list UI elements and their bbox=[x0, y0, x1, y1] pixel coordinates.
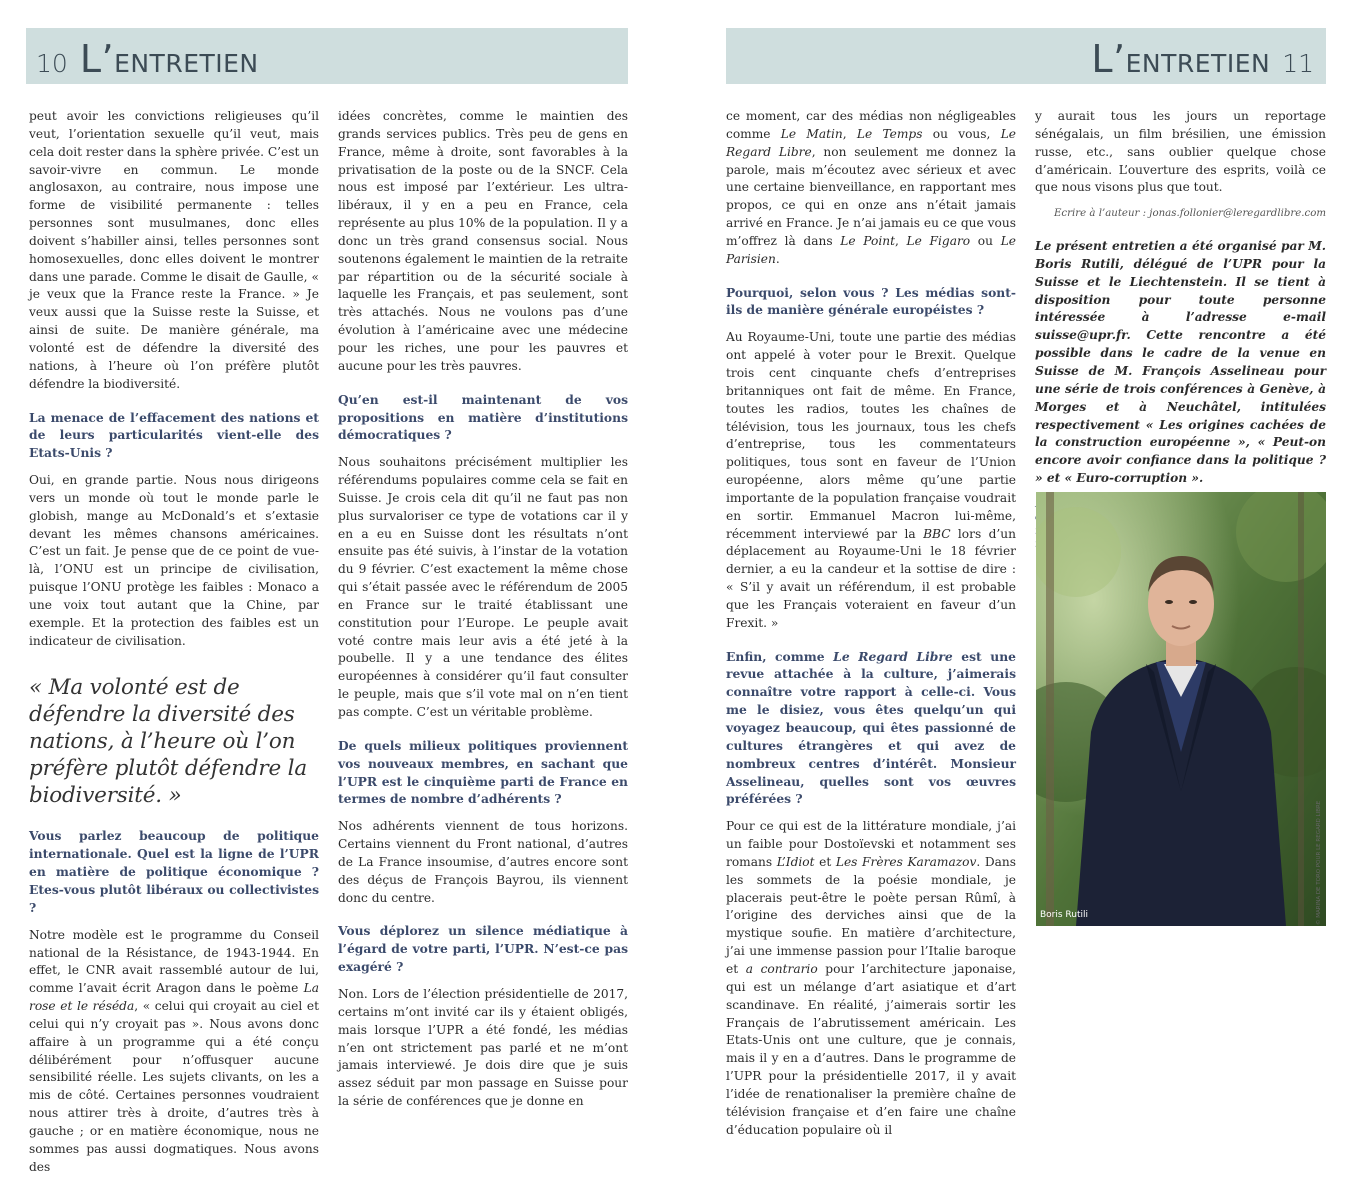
paragraph: Nos adhérents viennent de tous horizons. Certains viennent du Front national, d’autres de La France insoumise, d’autres encore sont des déçus de François Bayrou, ils viennent donc du centre. bbox=[338, 819, 628, 905]
author-email: Ecrire à l’auteur : jonas.follonier@leregardlibre.com bbox=[1053, 208, 1326, 220]
organizer-note: Le présent entretien a été organisé par M. Boris Rutili, délégué de l’UPR pour la Suisse et le Liechtenstein. Il se tient à disposition pour toute personne intéressée à l’adresse e-mail suisse@upr.fr. Cette rencontre a été possible dans le cadre de la venue en Suisse de M. François Asselineau pour une série de trois conférences à Genève, à Morges et à Neuchâtel, intitulées respectivement « Les origines cachées de la construction européenne », « Peut-on encore avoir confiance dans la politique ? » et « Euro-corruption ». bbox=[1035, 239, 1326, 486]
section-title: ENTRETIEN bbox=[114, 49, 259, 78]
poem-title: La rose et le réséda bbox=[29, 981, 319, 1014]
question-heading: Pourquoi, selon vous ? Les médias sont-ils de manière générale européistes ? bbox=[726, 284, 1016, 318]
column-2 bbox=[338, 108, 628, 1111]
portrait-illustration bbox=[1036, 492, 1326, 926]
page-number: 11 bbox=[1282, 49, 1314, 78]
question-heading: Qu’en est-il maintenant de vos propositions en matière d’institutions démocratiques ? bbox=[338, 391, 628, 443]
section-initial: L’ bbox=[1091, 37, 1126, 81]
question-heading: De quels milieux politiques proviennent vos nouveaux membres, en sachant que l’UPR est le cinquième parti de France en termes de nombre d’adhérents ? bbox=[338, 737, 628, 807]
paragraph: Nous souhaitons précisément multiplier les référendums populaires comme cela se fait en Suisse. Je crois cela dit qu’il ne faut pas non plus survaloriser ce type de votations car il y en a eu en Suisse dont les résultats n’ont ensuite pas été suivis, à l’instar de la votation du 9 février. C’est exactement la même chose qui s’était passée avec le référendum de 2005 en France sur le traité établissant une constitution pour l’Europe. Le peuple avait voté contre mais leur avis a été jeté à la poubelle. Il y a une tendance des élites européennes à considérer qu’il faut consulter le peuple, mais que s’il vote mal on n’en tient pas compte. C’est un véritable problème. bbox=[338, 455, 628, 719]
paragraph: Pour ce qui est de la littérature mondiale, j’ai un faible pour Dostoïevski et notamment ses romans L’Idiot et Les Frères Karamazov. Dans les sommets de la poésie mondiale, je placerais peut-être le poète persan Rûmî, à l’origine des derviches ainsi que de la mystique soufie. En matière d’architecture, j’ai une immense passion pour l’Italie baroque et a contrario pour l’architecture japonaise, qui est un mélange d’art asiatique et d’art scandinave. En réalité, j’aimerais sortir les Français de l’abrutissement américain. Les Etats-Unis ont une culture, que je connais, mais il y en a d’autres. Dans le programme de l’UPR pour la présidentielle 2017, il y avait l’idée de renationaliser la première chaîne de télévision française et d’en faire une chaîne d’éducation populaire où il bbox=[726, 819, 1017, 1137]
portrait-photo bbox=[1036, 492, 1326, 926]
paragraph: Notre modèle est le programme du Conseil national de la Résistance, de 1943-1944. En effet, le CNR avait rassemblé autour de lui, comme l’avait écrit Aragon dans le poème La rose et le réséda, « celui qui croyait au ciel et celui qui n’y croyait pas ». Nous avons donc affaire à un programme qui a été conçu délibérément pour n’offusquer aucune sensibilité réelle. Les sujets clivants, on les a mis de côté. Certaines personnes voudraient nous attirer très à droite, d’autres très à gauche ; or en matière économique, nous ne sommes pas aussi dogmatiques. Nous avons des bbox=[29, 927, 319, 1174]
paragraph: ce moment, car des médias non négligeables comme Le Matin, Le Temps ou vous, Le Regard Libre, non seulement me donnez la parole, mais m’écoutez avec sérieux et avec une certaine bienveillance, en rapportant mes propos, ce qui en onze ans n’était jamais arrivé en France. Je n’ai jamais eu ce que vous m’offrez là dans Le Point, Le Figaro ou Le Parisien. bbox=[726, 109, 1016, 266]
question-heading: Vous parlez beaucoup de politique internationale. Quel est la ligne de l’UPR en matière de politique économique ? Etes-vous plutôt libéraux ou collectivistes ? bbox=[29, 828, 319, 915]
page-header-right bbox=[726, 28, 1326, 84]
paragraph: Au Royaume-Uni, toute une partie des médias ont appelé à voter pour le Brexit. Quelque trois cent cinquante chefs d’entreprises britanniques ont fait de même. En France, toutes les radios, toutes les chaînes de télévision, tous les journaux, tous les chefs d’entreprise, tous les commentateurs politiques, tous sont en faveur de l’Union européenne, alors même qu’une partie importante de la population française voudrait en sortir. Emmanuel Macron lui-même, récemment interviewé par la BBC lors d’un déplacement au Royaume-Uni le 18 février dernier, a eu la candeur et la sottise de dire : « S’il y avait un référendum, il est probable que les Français voteraient en faveur d’un Frexit. » bbox=[726, 330, 1016, 630]
question-heading: Enfin, comme Le Regard Libre est une revue attachée à la culture, j’aimerais connaître votre rapport à celle-ci. Vous me le disiez, vous êtes quelqu’un qui voyagez beaucoup, qui êtes passionné de cultures étrangères et qui avez de nombreux centres d’intérêt. Monsieur Asselineau, quelles sont vos œuvres préférées ? bbox=[726, 648, 1016, 807]
photo-credit: © MARINA DE TORO POUR LE REGARD LIBRE bbox=[1316, 800, 1322, 925]
section-title: ENTRETIEN bbox=[1125, 49, 1271, 78]
question-heading: Vous déplorez un silence médiatique à l’égard de votre parti, l’UPR. N’est-ce pas exagéré ? bbox=[338, 923, 628, 975]
column-3 bbox=[726, 108, 1016, 1139]
photo-caption: Boris Rutili bbox=[1040, 910, 1089, 920]
section-initial: L’ bbox=[79, 37, 115, 81]
column-1 bbox=[29, 108, 319, 1177]
paragraph: peut avoir les convictions religieuses qu’il veut, l’orientation sexuelle qu’il veut, mais cela doit rester dans la sphère privée. C’est un savoir-vivre en commun. Le monde anglosaxon, au contraire, nous impose une forme de visibilité permanente : telles personnes sont musulmanes, donc elles doivent s’habiller ainsi, telles personnes sont homosexuelles, donc elles doivent le montrer dans une parade. Comme le disait de Gaulle, « je veux que la France reste la France. » Je veux aussi que la Suisse reste la Suisse, et ainsi de suite. De manière générale, ma volonté est de défendre la diversité des nations, à l’heure où l’on préfère plutôt défendre la biodiversité. bbox=[29, 109, 319, 391]
paragraph: Non. Lors de l’élection présidentielle de 2017, certains m’ont invité car ils y étaient obligés, mais lorsque l’UPR a été fondé, les médias n’en ont strictement pas parlé et ne m’ont jamais interviewé. Je dois dire que je suis assez séduit par mon passage en Suisse pour la série de conférences que je donne en bbox=[338, 986, 628, 1109]
paragraph: y aurait tous les jours un reportage sénégalais, un film brésilien, une émission russe, etc., sans oublier quelque chose d’américain. L’ouverture des esprits, voilà ce que nous visons plus que tout. bbox=[1035, 109, 1326, 195]
column-4 bbox=[1035, 108, 1326, 552]
paragraph: Oui, en grande partie. Nous nous dirigeons vers un monde où tout le monde parle le globish, mange au McDonald’s et s’extasie devant les mêmes chansons américaines. C’est un fait. Je pense que de ce point de vue-là, l’ONU est un principe de civilisation, puisque l’ONU protège les faibles : Monaco a une voix tout autant que la Chine, par exemple. Et la protection des faibles est un indicateur de civilisation. bbox=[29, 473, 319, 648]
paragraph: idées concrètes, comme le maintien des grands services publics. Très peu de gens en France, même à droite, sont favorables à la privatisation de la poste ou de la SNCF. Cela nous est imposé par l’extérieur. Les ultra-libéraux, il y en a peu en France, cela représente au plus 10% de la population. Il y a donc un très grand consensus social. Nous soutenons également le maintien de la retraite par répartition ou de la sécurité sociale à laquelle les Français, et pas seulement, sont très attachés. Nous ne voulons pas d’une évolution à l’américaine avec une médecine pour les riches, une pour les pauvres et aucune pour les très pauvres. bbox=[338, 109, 628, 373]
page-header-left bbox=[26, 28, 628, 84]
page-number: 10 bbox=[36, 49, 68, 78]
pull-quote: « Ma volonté est de défendre la diversité des nations, à l’heure où l’on préfère plutôt défendre la biodiversité. » bbox=[29, 675, 307, 809]
question-heading: La menace de l’effacement des nations et de leurs particularités vient-elle des Etats-Unis ? bbox=[29, 409, 319, 461]
